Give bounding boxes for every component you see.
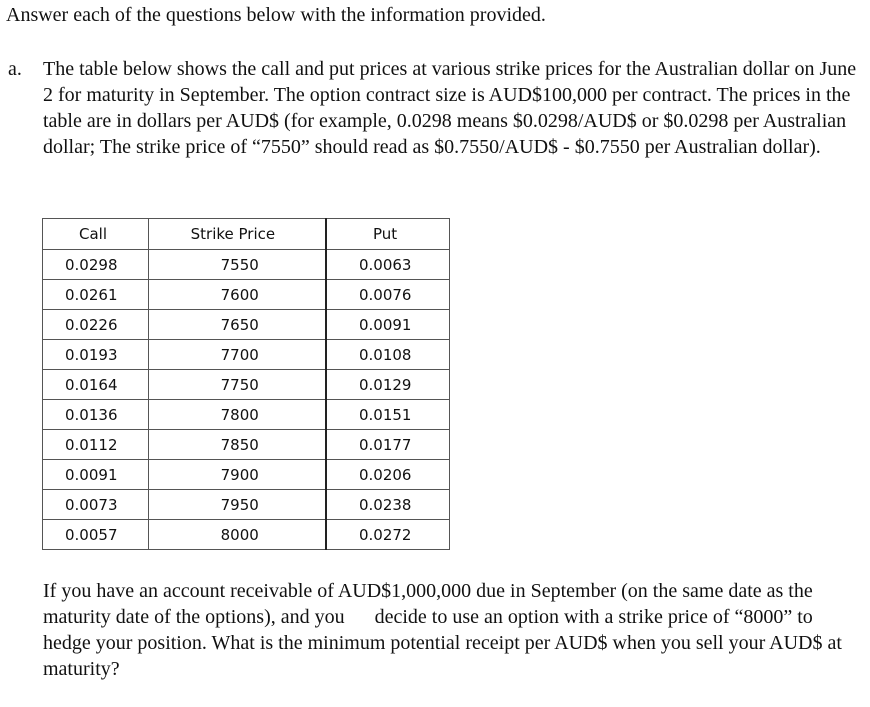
call-price-cell: 0.0112 [43,430,149,460]
table-row [43,280,450,310]
table-header-row [43,219,450,250]
call-price-cell: 0.0073 [43,490,149,520]
strike-price-cell: 7800 [148,400,326,430]
header-strike-price: Strike Price [148,219,326,250]
instructions-heading: Answer each of the questions below with the information provided. [6,4,546,26]
strike-price-cell: 7750 [148,370,326,400]
part-a-description: The table below shows the call and put prices at various strike prices for the Australian dollar on June 2 for maturity in September. The option contract size is AUD$100,000 per contract. The prices in the table are in dollars per AUD$ (for example, 0.0298 means $0.0298/AUD$ or $0.0298 per Australian dollar; The strike price of “7550” should read as $0.7550/AUD$ - $0.7550 per Australian dollar). [43,58,857,158]
strike-price-cell: 7600 [148,280,326,310]
put-price-cell: 0.0177 [326,430,450,460]
put-price-cell: 0.0063 [326,250,450,280]
call-price-cell: 0.0164 [43,370,149,400]
call-price-cell: 0.0226 [43,310,149,340]
strike-price-cell: 7700 [148,340,326,370]
table-row [43,400,450,430]
put-price-cell: 0.0129 [326,370,450,400]
table-row [43,370,450,400]
strike-price-cell: 7850 [148,430,326,460]
put-price-cell: 0.0206 [326,460,450,490]
table-row [43,310,450,340]
strike-price-cell: 7650 [148,310,326,340]
put-price-cell: 0.0108 [326,340,450,370]
call-price-cell: 0.0261 [43,280,149,310]
call-price-cell: 0.0298 [43,250,149,280]
put-price-cell: 0.0076 [326,280,450,310]
call-price-cell: 0.0193 [43,340,149,370]
call-price-cell: 0.0057 [43,520,149,550]
call-price-cell: 0.0091 [43,460,149,490]
strike-price-cell: 8000 [148,520,326,550]
table-row [43,520,450,550]
call-price-cell: 0.0136 [43,400,149,430]
strike-price-cell: 7900 [148,460,326,490]
table-row [43,250,450,280]
table-row [43,340,450,370]
options-price-table [42,218,450,550]
question-text: If you have an account receivable of AUD$1,000,000 due in September (on the same date as the maturity date of the options), and you decide to use an option with a strike price of “8000” to hedge your position. What is the minimum potential receipt per AUD$ when you sell your AUD$ at maturity? [43,580,842,680]
strike-price-cell: 7550 [148,250,326,280]
put-price-cell: 0.0238 [326,490,450,520]
put-price-cell: 0.0091 [326,310,450,340]
table-row [43,460,450,490]
table-row [43,490,450,520]
put-price-cell: 0.0151 [326,400,450,430]
part-a-marker: a. [8,58,22,80]
put-price-cell: 0.0272 [326,520,450,550]
strike-price-cell: 7950 [148,490,326,520]
header-put: Put [326,219,450,250]
table-row [43,430,450,460]
header-call: Call [43,219,149,250]
